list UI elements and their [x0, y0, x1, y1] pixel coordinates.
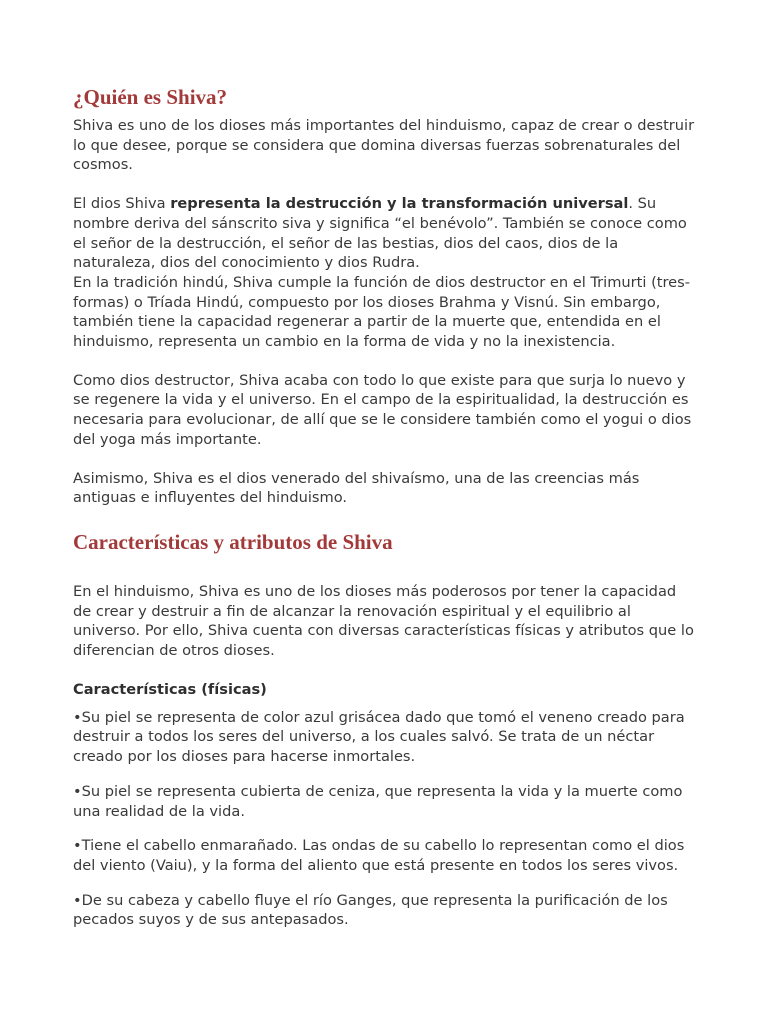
bullet-cabello: •Tiene el cabello enmarañado. Las ondas de su cabello lo representan como el dios del viento (Vaiu), y la forma del aliento que está presente en todos los seres vivos. [73, 837, 685, 874]
document-content [73, 84, 697, 930]
section-title-caracteristicas: Características y atributos de Shiva [73, 529, 393, 554]
subheading-caracteristicas-fisicas: Características (físicas) [73, 680, 267, 698]
paragraph-trimurti: En la tradición hindú, Shiva cumple la función de dios destructor en el Trimurti (tres-formas) o Tríada Hindú, compuesto por los dioses Brahma y Visnú. Sin embargo, también tiene la capacidad regenerar a partir de la muerte que, entendida en el hinduismo, representa un cambio en la forma de vida y no la inexistencia. [73, 273, 691, 351]
paragraph-intro: Shiva es uno de los dioses más importantes del hinduismo, capaz de crear o destruir lo que desee, porque se considera que domina diversas fuerzas sobrenaturales del cosmos. [73, 117, 695, 174]
paragraph-destruccion [73, 194, 697, 273]
paragraph-hinduismo-poderosos: En el hinduismo, Shiva es uno de los dioses más poderosos por tener la capacidad de crear y destruir a fin de alcanzar la renovación espiritual y el equilibrio al universo. Por ello, Shiva cuenta con diversas características físicas y atributos que lo diferencian de otros dioses. [73, 582, 694, 660]
bullet-piel-ceniza: •Su piel se representa cubierta de ceniza, que representa la vida y la muerte como una realidad de la vida. [73, 782, 683, 820]
paragraph-shivaismo: Asimismo, Shiva es el dios venerado del shivaísmo, una de las creencias más antiguas e influyentes del hinduismo. [73, 469, 640, 507]
bullet-rio-ganges: •De su cabeza y cabello fluye el río Ganges, que representa la purificación de los pecados suyos y de sus antepasados. [73, 891, 668, 929]
paragraph-destruccion-end: . Su nombre deriva del sánscrito siva y significa “el benévolo”. También se conoce como el señor de la destrucción, el señor de las bestias, dios del caos, dios de la naturaleza, dios del conocimiento y dios Rudra. [73, 195, 687, 272]
paragraph-dios-destructor: Como dios destructor, Shiva acaba con todo lo que existe para que surja lo nuevo y se regenere la vida y el universo. En el campo de la espiritualidad, la destrucción es necesaria para evolucionar, de allí que se le considere también como el yogui o dios del yoga más importante. [73, 371, 692, 448]
section-title-quien-es-shiva: ¿Quién es Shiva? [73, 85, 228, 109]
paragraph-destruccion-bold: representa la destrucción y la transformación universal [170, 195, 629, 213]
bullet-piel-azul: •Su piel se representa de color azul grisácea dado que tomó el veneno creado para destruir a todos los seres del universo, a los cuales salvó. Se trata de un néctar creado por los dioses para hacerse inmortales. [73, 708, 685, 766]
paragraph-destruccion-start: El dios Shiva [73, 195, 171, 213]
